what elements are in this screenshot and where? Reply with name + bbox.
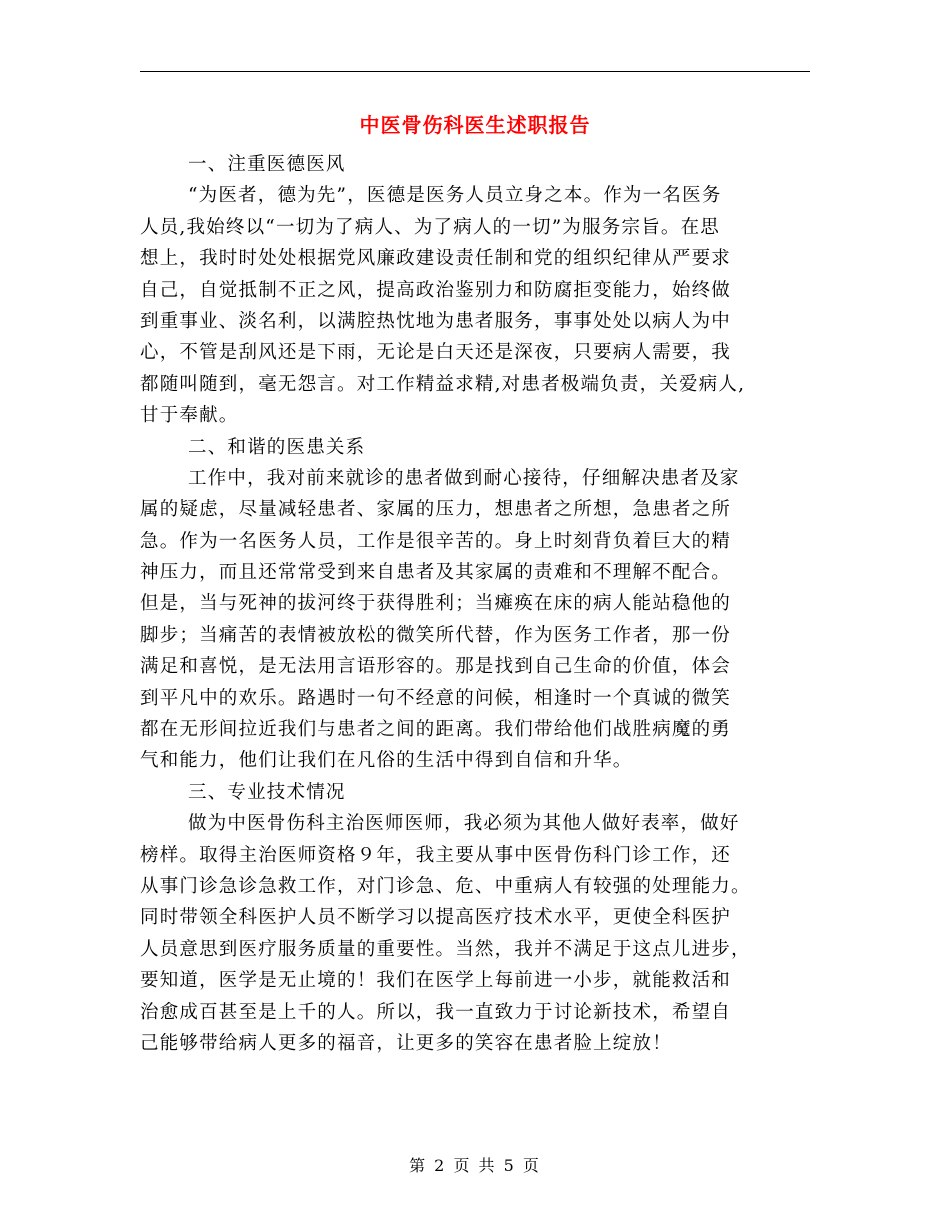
text-line: 到重事业、淡名利，以满腔热忱地为患者服务，事事处处以病人为中 [140,310,732,332]
text-line: 从事门诊急诊急救工作，对门诊急、危、中重病人有较强的处理能力。 [140,875,751,897]
text-line: 到平凡中的欢乐。路遇时一句不经意的问候，相逢时一个真诚的微笑 [140,687,732,709]
text-line: 急。作为一名医务人员，工作是很辛苦的。身上时刻背负着巨大的精 [140,530,732,552]
text-line: 人员意思到医疗服务质量的重要性。当然，我并不满足于这点儿进步， [140,938,751,960]
text-line: 自己，自觉抵制不正之风，提高政治鉴别力和防腐拒变能力，始终做 [140,279,732,301]
document-title: 中医骨伤科医生述职报告 [359,113,591,137]
text-line: 己能够带给病人更多的福音，让更多的笑容在患者脸上绽放！ [140,1032,672,1054]
text-line: 满足和喜悦，是无法用言语形容的。那是找到自己生命的价值，体会 [140,656,732,678]
text-line: 属的疑虑，尽量减轻患者、家属的压力，想患者之所想，急患者之所 [140,499,732,521]
text-line: 想上，我时时处处根据党风廉政建设责任制和党的组织纪律从严要求 [140,248,732,270]
text-line: 人员,我始终以“一切为了病人、为了病人的一切”为服务宗旨。在思 [140,216,720,238]
text-line: 气和能力，他们让我们在凡俗的生活中得到自信和升华。 [140,750,633,772]
text-line: 甘于奉献。 [140,405,239,427]
paragraph-first-line: 二、和谐的医患关系 [188,436,366,458]
paragraph-first-line: “为医者，德为先”，医德是医务人员立身之本。作为一名医务 [188,185,722,207]
text-line: 都随叫随到，毫无怨言。对工作精益求精,对患者极端负责，关爱病人, [140,373,746,395]
text-line: 神压力，而且还常常受到来自患者及其家属的责难和不理解不配合。 [140,562,732,584]
text-line: 心，不管是刮风还是下雨，无论是白天还是深夜，只要病人需要，我 [140,342,732,364]
text-line: 要知道，医学是无止境的！我们在医学上每前进一小步，就能救活和 [140,970,732,992]
text-line: 同时带领全科医护人员不断学习以提高医疗技术水平，更使全科医护 [140,907,732,929]
page-footer: 第 2 页 共 5 页 [409,1156,541,1175]
paragraph-first-line: 工作中，我对前来就诊的患者做到耐心接待，仔细解决患者及家 [188,467,740,489]
text-line: 榜样。取得主治医师资格９年，我主要从事中医骨伤科门诊工作，还 [140,844,732,866]
text-line: 治愈成百甚至是上千的人。所以，我一直致力于讨论新技术，希望自 [140,1001,732,1023]
text-line: 脚步；当痛苦的表情被放松的微笑所代替，作为医务工作者，那一份 [140,624,732,646]
paragraph-first-line: 一、注重医德医风 [188,154,346,175]
header-rule [140,71,810,72]
paragraph-first-line: 做为中医骨伤科主治医师医师，我必须为其他人做好表率，做好 [188,813,740,835]
text-line: 都在无形间拉近我们与患者之间的距离。我们带给他们战胜病魔的勇 [140,719,732,741]
paragraph-first-line: 三、专业技术情况 [188,781,346,803]
text-line: 但是，当与死神的拔河终于获得胜利；当瘫痪在床的病人能站稳他的 [140,593,732,615]
document-body [140,149,810,1059]
